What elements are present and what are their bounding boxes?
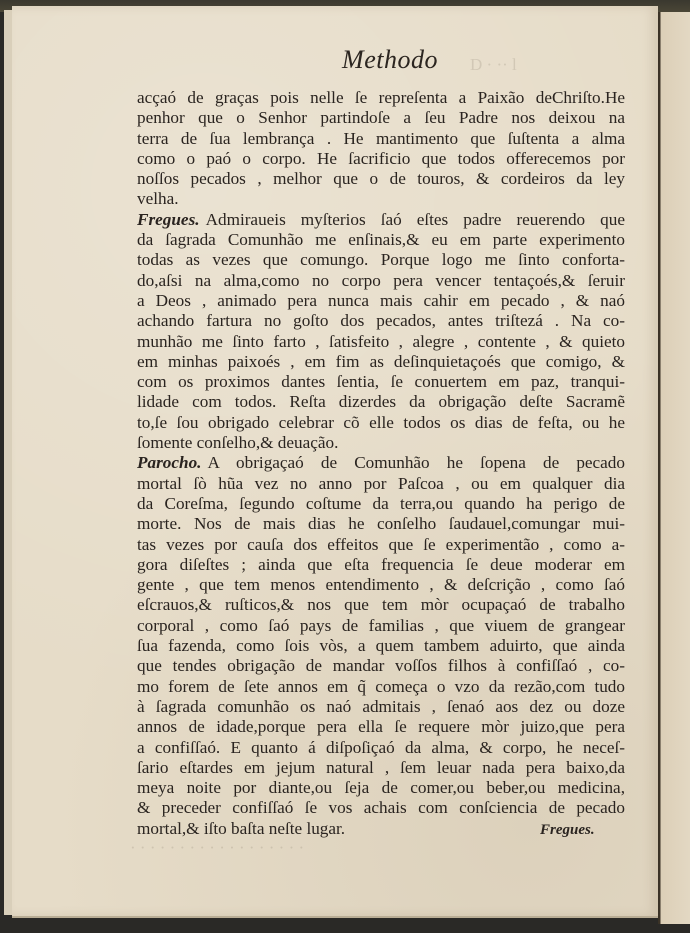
line-text: gente , que tem menos entendimento , & deſcrição , como ſaó	[137, 575, 625, 595]
speaker-label: Fregues.	[137, 209, 200, 229]
line-text: noſſos pecados , melhor que o de touros, & cordeiros da ley	[137, 169, 625, 189]
text-line	[137, 149, 625, 169]
text-line	[137, 372, 625, 392]
catchword: Fregues.	[540, 822, 595, 838]
text-line	[137, 697, 625, 717]
text-line	[137, 616, 625, 636]
line-text: & preceder confiſſaó ſe vos achais com conſciencia de pecado	[137, 798, 625, 818]
text-line	[137, 413, 625, 433]
text-line	[137, 129, 625, 149]
line-text: meya noite por diante,ou ſeja de comer,ou beber,ou medicina,	[137, 778, 625, 798]
body-text	[137, 88, 625, 839]
text-line	[137, 798, 625, 818]
line-text: como o paó o corpo. He ſacrificio que todos offerecemos por	[137, 148, 625, 168]
line-text: do,aſsi na alma,como no corpo pera vencer tentaçoés,& ſeruir	[137, 270, 625, 290]
text-line	[137, 108, 625, 128]
line-text: munhão me ſinto farto , ſatisfeito , alegre , contente , & quieto	[137, 331, 625, 351]
text-line	[137, 250, 625, 270]
line-text: corporal , como ſaó pays de familias , que viuem de grangear	[137, 615, 625, 635]
text-line	[137, 210, 625, 230]
line-text: que tendes obrigação de mandar voſſos filhos à confiſſaó , co-	[137, 656, 625, 676]
line-text: mortal,& iſto baſta neſte lugar.	[137, 818, 346, 838]
paragraph	[137, 88, 625, 210]
line-text: a Deos , animado pera nunca mais cahir em pecado , & naó	[137, 290, 625, 310]
line-text: gora diſeſtes ; ainda que eſta frequencia ſe deue moderar em	[137, 554, 625, 574]
line-text: lidade com todos. Reſta dizerdes da obrigação deſte Sacramẽ	[137, 392, 625, 412]
line-text: annos de idade,porque pera ella ſe requere mòr juizo,que pera	[137, 717, 625, 737]
text-line	[137, 575, 625, 595]
paragraph	[137, 210, 625, 454]
paragraph	[137, 453, 625, 839]
text-line	[137, 88, 625, 108]
text-line	[137, 778, 625, 798]
text-line	[137, 291, 625, 311]
text-line	[137, 352, 625, 372]
line-text: mortal ſò hũa vez no anno por Paſcoa , ou em qualquer dia	[137, 473, 625, 493]
line-text: da ſagrada Comunhão me enſinais,& eu em parte experimento	[137, 230, 625, 250]
facing-page-edge	[658, 12, 690, 924]
text-line	[137, 595, 625, 615]
line-text: to,ſe ſou obrigado celebrar cõ elle todos os dias de feſta, ou he	[137, 412, 625, 432]
text-line	[137, 738, 625, 758]
text-line	[137, 311, 625, 331]
line-text: penhor que o Senhor partindoſe a ſeu Padre nos deixou na	[137, 108, 625, 128]
line-text: acçaó de graças pois nelle ſe repreſenta a Paixão deChriſto.He	[137, 88, 625, 107]
line-text: terra de ſua lembrança . He mantimento que ſuſtenta a alma	[137, 128, 625, 148]
line-text: à ſagrada comunhão os naó admitais , ſenaó aos dez ou doze	[137, 696, 625, 716]
line-text: Admiraueis myſterios ſaó eſtes padre reuerendo que	[205, 209, 625, 229]
line-text: ſua fazenda, como ſois vòs, a quem tambem aduirto, que ainda	[137, 636, 625, 656]
text-line	[137, 494, 625, 514]
line-text: a confiſſaó. E quanto á diſpoſiçaó da alma, & corpo, he neceſ-	[137, 737, 625, 757]
line-text: da Coreſma, ſegundo coſtume da terra,ou quando ha perigo de	[137, 493, 625, 513]
text-line	[137, 189, 625, 209]
text-line	[137, 169, 625, 189]
speaker-label: Parocho.	[137, 453, 202, 473]
text-line	[137, 453, 625, 473]
line-text: velha.	[137, 189, 179, 209]
text-line	[137, 433, 625, 453]
text-line	[137, 474, 625, 494]
line-text: em minhas paixoés , em fim as deſinquietaçoés que comigo, &	[137, 351, 625, 371]
text-line	[137, 677, 625, 697]
text-line	[137, 392, 625, 412]
line-text: A obrigaçaó de Comunhão he ſopena de pecado	[207, 453, 625, 473]
running-head: Methodo	[342, 45, 438, 74]
line-text: eſcrauos,& ruſticos,& nos que tem mòr ocupaçaó de trabalho	[137, 595, 625, 615]
text-line	[137, 230, 625, 250]
line-text: achando fartura no goſto dos pecados, antes triſtezá . Na co-	[137, 311, 625, 331]
line-text: tas vezes por cauſa dos effeitos que ſe experimentão , como a-	[137, 534, 625, 554]
text-line	[137, 514, 625, 534]
line-text: todas as vezes que comungo. Porque logo me ſinto conforta-	[137, 250, 625, 270]
text-line	[137, 271, 625, 291]
line-text: ſario eſtardes em jejum natural , ſem leuar nada pera baixo,da	[137, 757, 625, 777]
line-text: ſomente conſelho,& deuação.	[137, 433, 339, 453]
line-text: morte. Nos de mais dias he conſelho ſaudauel,comungar mui-	[137, 514, 625, 534]
text-line	[137, 636, 625, 656]
text-line	[137, 656, 625, 676]
text-line	[137, 535, 625, 555]
line-text: com os proximos dantes ſentia, ſe conuertem em paz, tranqui-	[137, 372, 625, 392]
text-line	[137, 717, 625, 737]
text-line	[137, 555, 625, 575]
text-line	[137, 758, 625, 778]
line-text: mo forem de ſete annos em q̃ começa o vzo da rezão,com tudo	[137, 676, 625, 696]
text-line	[137, 332, 625, 352]
